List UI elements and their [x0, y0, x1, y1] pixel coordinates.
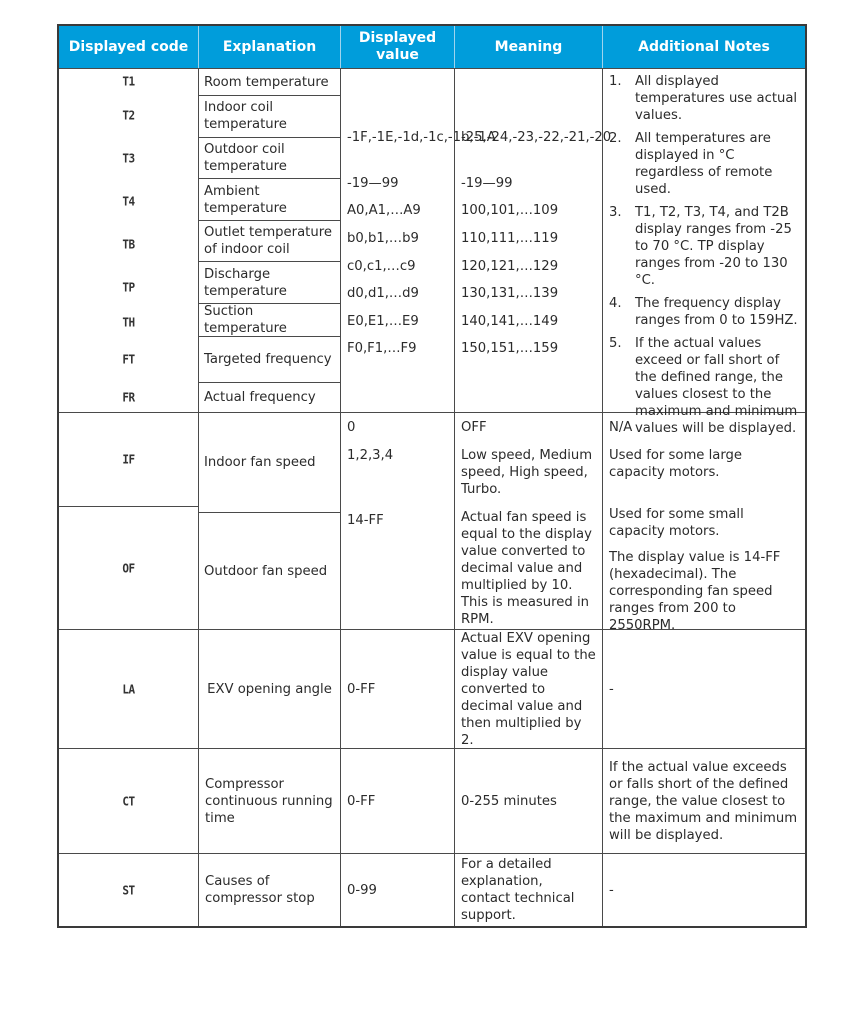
header-meaning: Meaning [454, 26, 602, 68]
header-displayed-code: Displayed code [68, 38, 189, 55]
code-t3: T3 [122, 151, 135, 166]
code-t1: T1 [122, 74, 135, 89]
table-row [59, 748, 805, 853]
value-la: 0-FF [340, 630, 454, 748]
value-d: d0,d1,…d9 [347, 286, 419, 301]
explanation-ft: Targeted frequency [199, 336, 340, 382]
table-row [59, 629, 805, 748]
fan-code-column [59, 413, 198, 629]
note-st: - [602, 854, 805, 926]
fan-value-column [340, 413, 454, 629]
code-th: TH [122, 314, 135, 330]
meaning-ct: 0-255 minutes [454, 749, 602, 853]
value-a: A0,A1,…A9 [347, 203, 421, 218]
code-st: ST [122, 882, 135, 898]
explanation-t1: Room temperature [204, 74, 329, 90]
table-row [59, 853, 805, 926]
explanation-if: Indoor fan speed [204, 455, 316, 470]
header-explanation: Explanation [198, 26, 340, 68]
fan-meaning-0: OFF [461, 420, 487, 435]
code-t4: T4 [122, 194, 135, 209]
explanation-tb: Outlet temperature of indoor coil [199, 220, 340, 262]
meaning-negative: -25,-24,-23,-22,-21,-20 [461, 130, 612, 145]
explanation-fr: Actual frequency [199, 382, 340, 412]
explanation-t4: Ambient temperature [199, 178, 340, 220]
value-negative: -1F,-1E,-1d,-1c,-1b,-1A [347, 130, 496, 145]
fan-value-2: 14-FF [347, 513, 384, 528]
code-fr: FR [122, 390, 135, 405]
code-ft: FT [122, 351, 135, 367]
code-if: IF [122, 452, 135, 467]
note-la: - [602, 630, 805, 748]
fan-value-1: 1,2,3,4 [347, 448, 394, 463]
explanation-t2: Indoor coil temperature [199, 95, 340, 137]
header-additional-notes: Additional Notes [602, 26, 805, 68]
fan-value-0: 0 [347, 420, 356, 435]
explanation-la: EXV opening angle [198, 630, 340, 748]
note-1: 1. All displayed temperatures use actual values. [609, 74, 798, 123]
note-2: 2. All temperatures are displayed in °C regardless of remote used. [609, 131, 773, 197]
value-f: F0,F1,…F9 [347, 341, 417, 356]
note-3: 3. T1, T2, T3, T4, and T2B display ranges from -25 to 70 °C. TP display ranges from -20 to 130 °C. [609, 205, 792, 288]
meaning-f: 150,151,…159 [461, 341, 559, 356]
value-b: b0,b1,…b9 [347, 231, 419, 246]
explanation-t3: Outdoor coil temperature [199, 137, 340, 179]
meaning-b: 110,111,…119 [461, 231, 559, 246]
explanation-column [198, 69, 340, 412]
note-5: 5. If the actual values exceed or fall short of the defined range, the values closest to the maximum and minimum values will be displayed. [609, 336, 798, 436]
fan-note-0: N/A [609, 420, 633, 435]
code-of: OF [122, 560, 135, 576]
fan-note-3: The display value is 14-FF (hexadecimal). The corresponding fan speed ranges from 200 to 2550RPM. [609, 550, 781, 633]
meaning-d: 130,131,…139 [461, 286, 559, 301]
fan-note-2: Used for some small capacity motors. [609, 507, 744, 539]
table-header [59, 26, 805, 68]
value-range: -19—99 [347, 176, 399, 191]
fan-meaning-2: Actual fan speed is equal to the display value converted to decimal value and multiplied by 10. This is measured in RPM. [461, 510, 592, 627]
meaning-c: 120,121,…129 [461, 259, 559, 274]
meaning-column [454, 69, 612, 412]
code-column [59, 69, 198, 412]
explanation-st: Causes of compressor stop [198, 854, 340, 926]
value-st: 0-99 [340, 854, 454, 926]
fan-explanation-column [198, 413, 340, 629]
meaning-st: For a detailed explanation, contact technical support. [454, 854, 602, 926]
code-tb: TB [122, 237, 135, 252]
fan-meaning-column [454, 413, 602, 629]
fan-notes-column [602, 413, 805, 633]
code-tp: TP [122, 280, 135, 295]
value-e: E0,E1,…E9 [347, 314, 419, 329]
meaning-a: 100,101,…109 [461, 203, 559, 218]
note-ct: If the actual value exceeds or falls short of the defined range, the value closest to the maximum and minimum will be displayed. [602, 749, 805, 853]
meaning-la: Actual EXV opening value is equal to the display value converted to decimal value and then multiplied by 2. [454, 630, 602, 748]
meaning-e: 140,141,…149 [461, 314, 559, 329]
explanation-tp: Discharge temperature [199, 261, 340, 303]
fan-note-1: Used for some large capacity motors. [609, 448, 743, 480]
explanation-th: Suction temperature [199, 303, 340, 336]
value-column [340, 69, 496, 412]
code-ct: CT [122, 793, 135, 809]
fan-meaning-1: Low speed, Medium speed, High speed, Turbo. [461, 448, 593, 497]
diagnostic-code-table [57, 24, 807, 928]
explanation-of: Outdoor fan speed [199, 512, 340, 629]
explanation-ct: Compressor continuous running time [198, 749, 340, 853]
value-c: c0,c1,…c9 [347, 259, 416, 274]
note-4: 4. The frequency display ranges from 0 to 159HZ. [609, 296, 798, 328]
code-la: LA [122, 681, 135, 697]
meaning-range: -19—99 [461, 176, 513, 191]
code-t2: T2 [122, 108, 135, 123]
value-ct: 0-FF [340, 749, 454, 853]
fan-group [59, 412, 805, 633]
header-displayed-value: Displayed value [340, 26, 454, 68]
